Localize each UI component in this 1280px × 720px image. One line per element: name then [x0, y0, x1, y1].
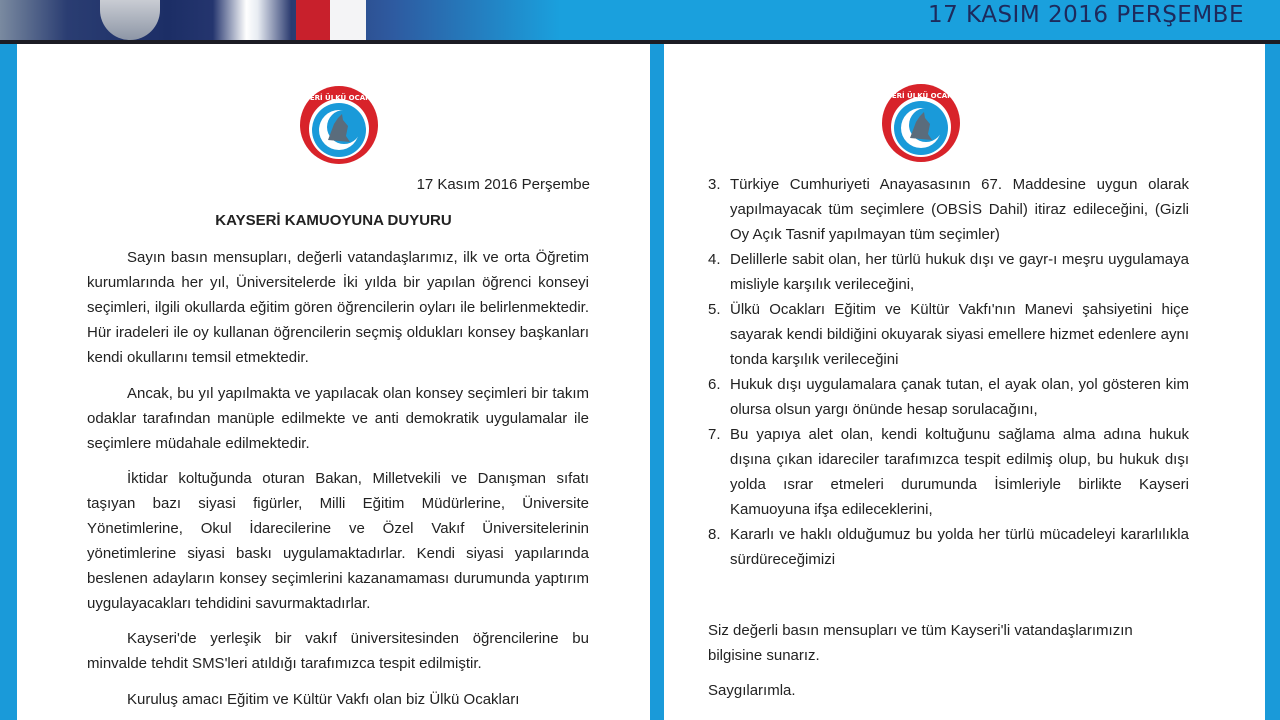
- list-item: [708, 247, 1189, 297]
- tie-image: [296, 0, 330, 40]
- list-text: Bu yapıya alet olan, kendi koltuğunu sağlama alma adına hukuk dışına çıkan idareciler tarafımızca tespit edilmiş olup, bu hukuk dışı yolda ısrar etmeleri durumunda İsimleriyle birlikte Kayseri Kamuoyuna ifşa edileceklerini,: [730, 426, 1189, 518]
- header-date: 17 KASIM 2016 PERŞEMBE: [927, 2, 1244, 28]
- closing-text: Siz değerli basın mensupları ve tüm Kayseri'li vatandaşlarımızın bilgisine sunarız.: [708, 622, 1133, 664]
- list-text: Ülkü Ocakları Eğitim ve Kültür Vakfı'nın Manevi şahsiyetini hiçe sayarak kendi bildiğini okuyarak siyasi emellere hizmet edenlere aynı tonda karşılık verileceğini: [730, 301, 1189, 368]
- list-number: 5.: [708, 301, 721, 318]
- list-number: 6.: [708, 376, 721, 393]
- paragraph: Kuruluş amacı Eğitim ve Kültür Vakfı olan biz Ülkü Ocakları: [127, 691, 520, 708]
- header-photo: [0, 0, 560, 40]
- paragraph: Kayseri'de yerleşik bir vakıf üniversitesinden öğrencilerine bu minvalde tehdit SMS'leri atıldığı tarafımızca tespit edilmiştir.: [87, 630, 589, 672]
- paragraph: Sayın basın mensupları, değerli vatandaşlarımız, ilk ve orta Öğretim kurumlarında her yıl, Üniversitelerde İki yılda bir yapılan öğrenci konseyi seçimleri, ilgili okullarda eğitim gören öğrencilerin oyları ile belirlenmektedir. Hür iradeleri ile oy kullanan öğrencilerin seçmiş oldukları konsey başkanları kendi okullarını temsil etmektedir.: [87, 249, 589, 366]
- list-text: Kararlı ve haklı olduğumuz bu yolda her türlü mücadeleyi kararlılıkla sürdüreceğimizi: [730, 526, 1189, 568]
- document-page-2: [664, 44, 1265, 720]
- svg-text:KAYSERİ ÜLKÜ OCAKLARI: KAYSERİ ÜLKÜ OCAKLARI: [289, 94, 389, 102]
- list-text: Delillerle sabit olan, her türlü hukuk dışı ve gayr-ı meşru uygulamaya misliyle karşılık verileceğini,: [730, 251, 1189, 293]
- paragraph: Ancak, bu yıl yapılmakta ve yapılacak olan konsey seçimleri bir takım odaklar tarafından manüple edilmekte ve anti demokratik uygulamalar ile seçimlere müdahale edilmektedir.: [87, 385, 589, 452]
- list-text: Türkiye Cumhuriyeti Anayasasının 67. Maddesine uygun olarak yapılmayacak tüm seçimlere (OBSİS Dahil) itiraz edileceğini, (Gizli Oy Açık Tasnif yapılmayan tüm seçimler): [730, 176, 1189, 243]
- svg-text:KAYSERİ ÜLKÜ OCAKLARI: KAYSERİ ÜLKÜ OCAKLARI: [871, 92, 971, 100]
- microphone-image: [100, 0, 160, 40]
- top-banner: [0, 0, 1280, 40]
- list-text: Hukuk dışı uygulamalara çanak tutan, el ayak olan, yol gösteren kim olursa olsun yargı önünde hesap sorulacağını,: [730, 376, 1189, 418]
- list-item: [708, 172, 1189, 247]
- list-item: [708, 522, 1189, 572]
- document-date: 17 Kasım 2016 Perşembe: [416, 176, 590, 193]
- paragraph: İktidar koltuğunda oturan Bakan, Milletvekili ve Danışman sıfatı taşıyan bazı siyasi figürler, Milli Eğitim Müdürlerine, Üniversite Yönetimlerine, Okul İdarecilerine ve Özel Vakıf Üniversitelerinin yönetimlerine siyasi baskı uygulamaktadırlar. Kendi siyasi yapılarında beslenen adayların konsey seçimlerini kazanamaması durumunda yaptırım uygulayacakları tehdidini savurmaktadırlar.: [87, 470, 589, 612]
- list-number: 8.: [708, 526, 721, 543]
- list-item: [708, 372, 1189, 422]
- regards-text: Saygılarımla.: [708, 682, 796, 699]
- shirt-image: [330, 0, 366, 40]
- list-number: 7.: [708, 426, 721, 443]
- document-title: KAYSERİ KAMUOYUNA DUYURU: [215, 212, 452, 229]
- ulku-ocaklari-logo: [871, 82, 971, 164]
- list-item: [708, 297, 1189, 372]
- list-number: 3.: [708, 176, 721, 193]
- ulku-ocaklari-logo: [289, 84, 389, 166]
- list-number: 4.: [708, 251, 721, 268]
- document-page-1: [17, 44, 650, 720]
- list-item: [708, 422, 1189, 522]
